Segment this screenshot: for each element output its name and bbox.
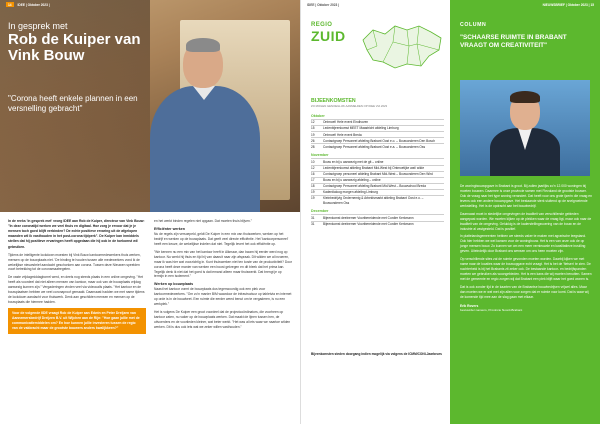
page-header [0, 0, 300, 9]
interviewee-figure [150, 40, 260, 212]
event-row [311, 183, 444, 189]
month-heading: December [311, 209, 329, 214]
article-column-1 [8, 219, 146, 334]
event-title: Contactgroep personeel afdeling Brabant Mid-West – Bouwonderen Den Wird [323, 172, 433, 177]
article-body [8, 219, 292, 334]
column-title: "SCHAARSE RUIMTE IN BRABANT VRAAGT OM CREATIVITEIT" [460, 34, 567, 49]
events-month-december [311, 209, 444, 226]
column-paragraph: Dat is ook zonder tijd in de kaarten van de Brabantse bouwbedrijven vrijwel alles. Maar dan moeten we er wel met zijn allen voor zorgen dat er ruimte voor komt. Dat is waar wij de komende tijd mee aan de slag gaan met elkaar. [460, 284, 589, 299]
events-subtitle: ZO MOGEN GENOEGLIJK AANMELDEN OP IDEE VIA 2023 [311, 104, 388, 108]
event-row [311, 131, 444, 137]
events-note [311, 352, 444, 356]
event-row [311, 195, 444, 205]
page-header [301, 0, 450, 9]
article-paragraph: "We kennen nu een mix van het kantoor heeft in Alkmaar, dan kwam hij eerder werd nog op kantoor. Nu werkt hij thuis en tijd hij van daaruit naar zijn afspraak. Dit wilden we al invoeren, maar ik was hier wat voorzichtig in. Kunt thuiswerken niet ten koste van de productiviteit? Door corona heeft deze manier van werken een boost gekregen en dit bleek dat het prima kan. Tegelijk denk ik niet dat het goed is dat iemand alleen maar thuiswerkt. Dat brengt je op termijn in een isolement." [154, 249, 292, 279]
event-title: Ledenbijeenkomst afdeling Brabant Mid-West bij Ontmoetijke wat/ wilde [323, 165, 425, 170]
event-row [311, 158, 444, 164]
column-author-role: bestuurder namens, Provincie Noord-Brabant [460, 307, 523, 312]
event-title: Contactgroep Personeel afdeling Brabant Oost e.a. – Bouwonderen Oss [323, 144, 426, 149]
event-date: 19 [311, 132, 315, 137]
article-subhead: Werken op bouwplaats [154, 282, 194, 287]
event-row [311, 214, 444, 220]
region-name: ZUID [311, 28, 346, 44]
article-paragraph: Tijdens de intelligente lockdown moesten bij Vink Bouw kantoormedewerkers thuis werken, mensen op de bouwplaats niet. 'De binding te houden tussen alle medewerkers vond ik de wekelijkse nieuwsbrief aandacht geschonken aan corona. Tussen deze Nieuwen speelden voort betrekking tot de coronamaatregelen. [8, 252, 141, 272]
column-author: Erik Rovers [460, 303, 479, 308]
article-paragraph: Nu de regels zijn versoepeld, geldt De Kuiper in een mix van thuiswerken, werken op het bedrijf en werken op de bouwplaats. Dat geeft veel directe efficiëntie. Het 'kantoorpersoneel' heeft een keuze, de wekelijkse indelen dat niet. Tegelijk levert het ook efficiëntie op. [154, 231, 289, 246]
event-row [311, 137, 444, 143]
column-label: COLUMN [460, 22, 487, 28]
event-title: Contactgroep Personeel afdeling Brabant Mid-West – Bouwschool Breda [323, 184, 426, 189]
events-month-november [311, 153, 444, 205]
event-title: Contactgroep Personeel afdeling Brabant Oost e.o. – Bouwonderen Den Bosch [323, 138, 435, 143]
region-page [300, 0, 450, 424]
column-paragraph: Daarnaast moet in stedelijke omgevingen de kwaliteit van verschillende gebieden aangepast worden. We moeten kijken op de plekken waar de vraag ligt, maar ook naar de kwaliteit van de omgeving. Gelukkig is de kaderstellingsvoering van de bouw en de industrie al vastgesteld. Dat is positief. [460, 211, 592, 231]
events-title: BIJEENKOMSTEN [311, 98, 356, 104]
page-number: 14 [8, 2, 12, 7]
event-title: Bouw en bij u aanwezig afdeling – online [323, 178, 381, 183]
event-row [311, 189, 444, 195]
event-title: Ledenbijeenkomst MEET Maastricht afdeling Limburg [323, 126, 399, 131]
event-row [311, 165, 444, 171]
region-heading [311, 22, 346, 44]
event-date: 18 [311, 184, 315, 189]
column-paragraph: De woningbouwopgave in Brabant is groot. Bij zullen jaarlijks zo'n 12.000 woningen bij moeten bouwen. Daarmee is onze provincie samen met Flevoland de grootste bouwer. Ook de vraag naar het type woning verandert. Dat heeft voor ons grote ijzerin die vraag en tevens ook een andere bouwopgave. Het bestaande sterk sluitend op de snelgroeiende werkstelling. Het is de opdracht aan het bouwbedrijf. [460, 184, 592, 208]
region-map-graphic [359, 20, 445, 72]
event-date: 16 [311, 172, 315, 177]
event-date: 19 [311, 190, 315, 195]
event-date: 28 [311, 144, 315, 149]
event-date: 10 [311, 159, 315, 164]
event-date: 12 [311, 120, 315, 125]
article-paragraph: Het is volgens De Kuiper een groot voordeel dat de projectcoördinators, die voorheen op kantoor zaten, nu vaker op de bouwplaats werken. Dat maakt de lijnen tussen hen, de uitvoerders en de voorlieden kleiner, wat beter werkt. "Het was al iets waar we naartoe wilden werken. Dit is dus ook iets wat we zeker willen vasthouden." [154, 310, 291, 329]
event-row [311, 177, 444, 183]
article-paragraph: Naast het kantoor vormt de bouwplaats dus tegenwoordig ook een plek voor kantoormedewerkers. "Om zo'n manier BIM waardoor de infrastructuur op tabletvia en internet op orde is in de bouwkeet. Een ruimte die eerder weed benut om te vergaderen, is nu een werkplek." [154, 287, 292, 307]
article-title-block [8, 22, 158, 64]
column-body [460, 184, 592, 312]
header-meta: IDEE | Oktober 2023 | [17, 2, 50, 7]
article-column-2 [154, 219, 292, 334]
event-date: 31 [311, 221, 315, 226]
events-month-oktober [311, 114, 444, 149]
header-meta: NIEUWSBRIEF | Oktober 2023 | 15 [542, 2, 594, 7]
month-heading: November [311, 153, 329, 158]
event-date: 19 [311, 196, 315, 201]
event-title: Bijeenkomst deelnemer Voortbereidende met Cordier Kerkmann [323, 215, 414, 220]
event-title: Kleinbedrijvig Ondernemig & Arbeidsmarkt afdeling Brabant Oost e.o. – Bouwonderen Oss [323, 196, 424, 205]
region-label: REGIO [311, 22, 333, 28]
event-row [311, 221, 444, 227]
events-section [311, 98, 444, 227]
event-date: 17 [311, 178, 315, 183]
events-note-bold: Bijeenkomsten steden doorgang indien mogelijk via volgens de ICMM/CONI-Jaarbeurs [311, 352, 442, 356]
event-title: Ontmoet! Hele event Eindhoven [323, 120, 369, 125]
header-meta: IDEE | Oktober 2023 | [307, 2, 340, 7]
event-date: 26 [311, 138, 315, 143]
event-date: 15 [311, 126, 315, 131]
event-date: 31 [311, 215, 315, 220]
column-page [450, 0, 600, 424]
event-row [311, 143, 444, 149]
next-question-box: Voor de volgende IIDE vraagt Rob de Kuiper aan Edwin en Peter Dreijzen van Aannemersbedrijf Dreijzen B.V. uit Wijchen aan de Rijn: "Hoe gaan jullie met de communicatiemiddelen om? En hoe kunnen jullie investeren tussen de regio van de vakkracht maar de grootste bouwers anders kwalijkkeen?" [8, 308, 146, 334]
article-title: Rob de Kuiper van Vink Bouw [8, 30, 141, 65]
column-paragraph: In plattelandsgemeenten hebben we steeds vaker te maken met agrarische leegstand. Ook hier hebben we wel kansen voor de woningbouw. Het is een van onze ook de op jonge mensen bouw. Zo kunnen we om een meer vernieuwde en kwalitatieve invulling geven. Uiteindelijk door Brabant ons wensen om ons heen moeten zijn. [460, 234, 587, 254]
event-title: Bijeenkomst deelnemer Voortbereidende met Cordier Kerkmann [323, 221, 414, 226]
month-heading: Oktober [311, 114, 325, 118]
pull-quote: "Corona heeft enkele plannen in een versnelling gebracht" [8, 94, 138, 113]
event-row [311, 171, 444, 177]
event-date: 12 [311, 165, 315, 170]
author-portrait [460, 80, 590, 176]
page-header [450, 0, 600, 9]
column-paragraph: Op verschillende sites zal de ruimte gevonden moeten worden. Daarbij kijken we met name naar de locaties waar de bouwopgave echt vraagt. Het is het de 'fietsen' te zien. De nuchterheid is bij het Brabants zit zeker ook. De bestaande kantoor- en bedrijfspanden moeten we gebruiken als woongebieden. Het is een kans die wij moeten benutten. Samen met de gemeente en regio zorgen wij dat Brabant een plek blijft waar het goed wonen is. [460, 257, 592, 281]
article-kicker: In gesprek met [8, 21, 68, 31]
article-paragraph: en het werkt binden regelen niet opgaan. Dat moeten thuis blijven." [154, 219, 252, 223]
event-row [311, 119, 444, 125]
article-paragraph: De vaste vrijdagmiddagborrel werd, en deels nog steeds plaats in een online omgeving. "Het heeft als voordeel dat niet alleen mensen van kantoor, maar ook van de bouwplaats vrijdag aanwezig kunnen zijn." Vergaderingen vinden veel via videocalls plaats. "Het kantoor en de bouwplaatsen hebben we veel coronaproof gemaakt. Daarnaast hadden we met name tijdens de lockdown aandacht voor thuiswerk. Denk aan geschikten mensen en mensen op de bouwplaats die hiermee hadden. [8, 275, 145, 305]
event-title: Bouw en bij u aanwezig met de git – online [323, 159, 384, 164]
article-lead: In de reeks 'in gesprek met' vroeg IDEE aan Rob de Kuiper, directeur van Vink Bouw: "In deze coronatijd werken we veel thuis en digitaal. Hoe zorg je ervoor dat je je mensen toch goed blijft verbinden? De echte positieve ervaring uit de afgelopen maanden wil ik vasthouden in het post-corona tijdperk". De Kuiper kan inmiddels stellen dat hij positieve ervaringen heeft opgedaan die hij ook in de toekomst wil gebruiken. [8, 219, 145, 249]
event-row [311, 125, 444, 131]
event-title: Kaderdialoog morgen afdeling Limburg [323, 190, 378, 195]
event-title: Ontmoet! Hele event Breda [323, 132, 362, 137]
article-subhead: Efficiënter werken [154, 226, 185, 231]
